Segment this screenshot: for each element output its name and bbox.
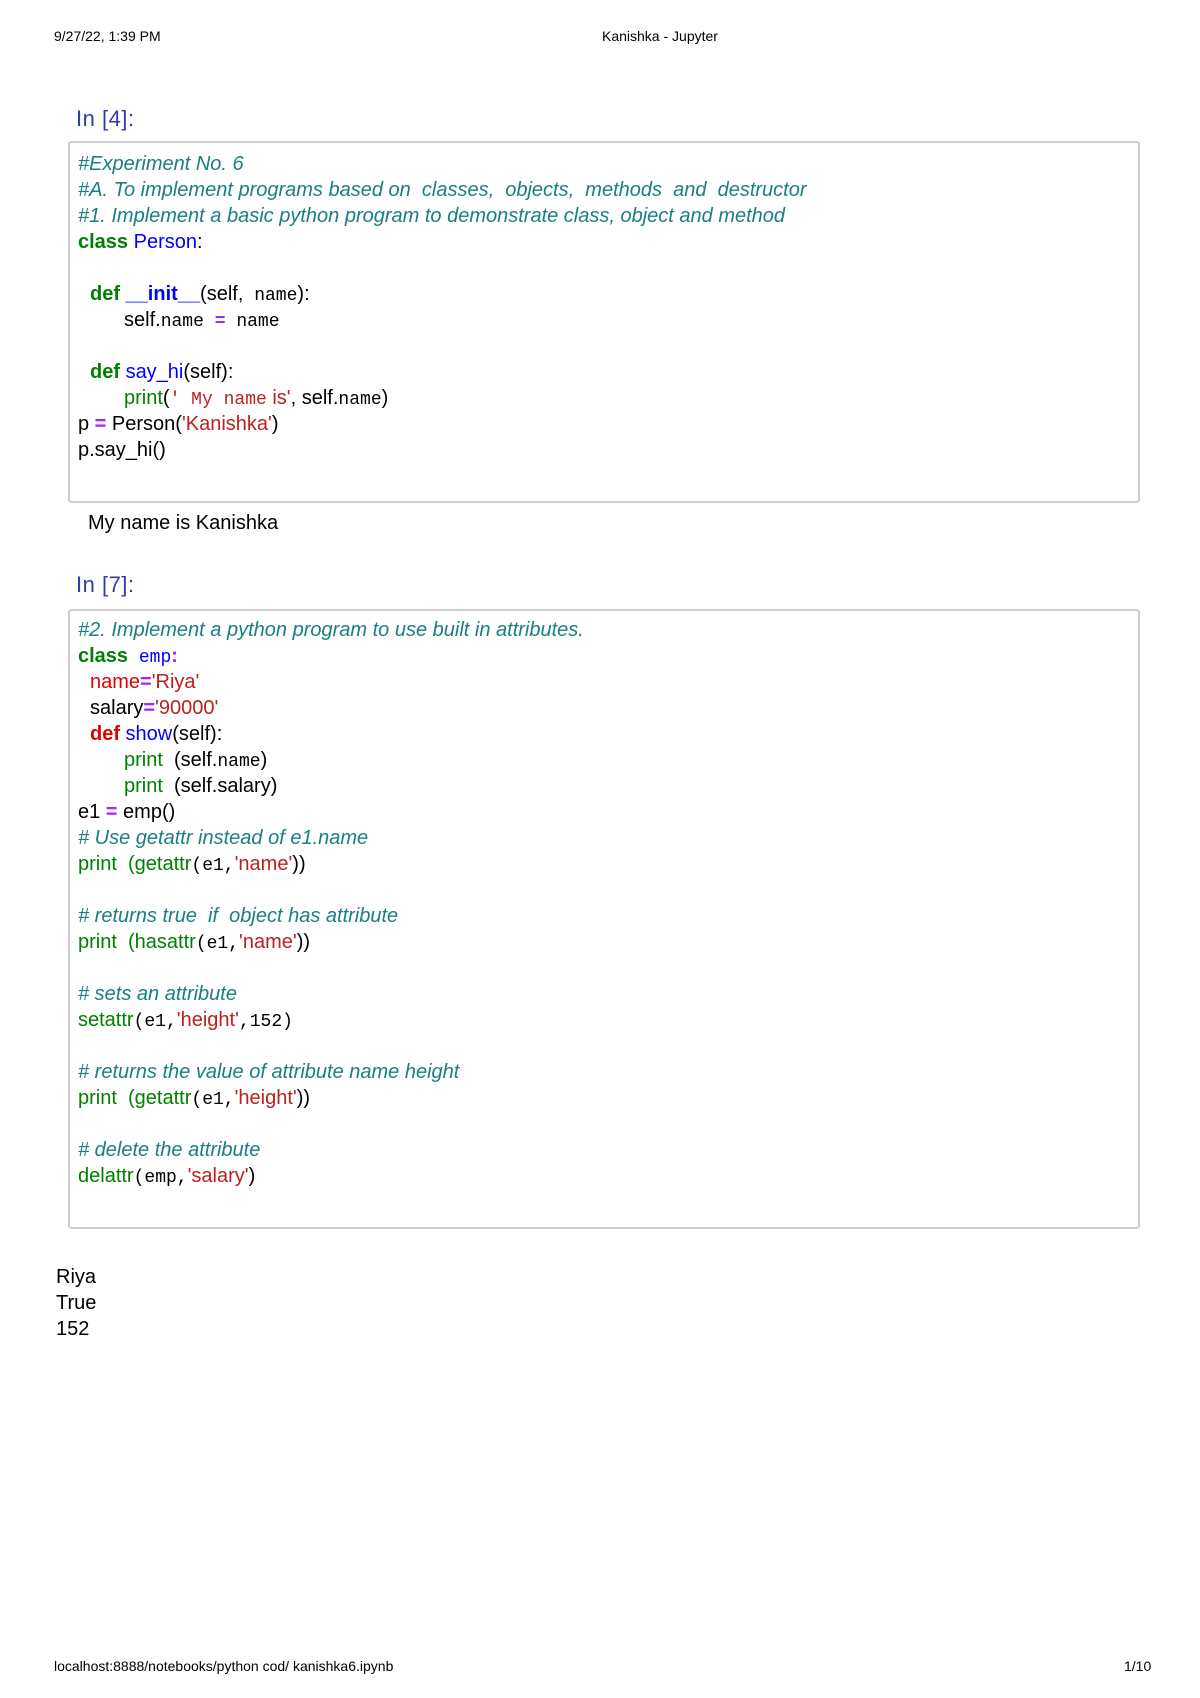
code-token: = — [143, 697, 156, 719]
code-line: # delete the attribute — [78, 1139, 261, 1161]
code-token: setattr — [78, 1009, 134, 1031]
code-token: = — [140, 671, 152, 693]
code-line — [124, 307, 280, 333]
code-token: : — [171, 645, 178, 667]
code-line — [78, 929, 310, 955]
code-token: print — [78, 853, 117, 875]
code-token: )) — [292, 853, 306, 875]
code-line — [90, 721, 222, 747]
code-line — [124, 385, 388, 411]
code-line: #A. To implement programs based on classes, objects, methods and destructor — [78, 179, 807, 201]
cell-2-output-line: Riya — [56, 1266, 97, 1288]
code-token: 'height' — [234, 1087, 297, 1109]
code-line — [90, 281, 310, 307]
code-line — [90, 669, 199, 695]
code-line — [78, 1163, 255, 1189]
code-token: emp() — [123, 801, 176, 823]
cell-2-output-line: 152 — [56, 1318, 90, 1340]
code-token: emp — [128, 648, 172, 668]
cell-1-output: My name is Kanishka — [88, 512, 279, 534]
code-token: 'name' — [234, 853, 293, 875]
code-token: name — [338, 390, 382, 410]
cell-2-prompt: In [7]: — [76, 572, 135, 597]
code-line — [78, 851, 306, 877]
code-token: (e1, — [191, 1090, 235, 1110]
code-token: '90000' — [155, 697, 219, 719]
code-token: class — [78, 645, 129, 667]
code-token: 'Kanishka' — [181, 413, 272, 435]
code-token: ) — [248, 1165, 256, 1187]
code-token: name — [243, 286, 298, 306]
footer-page-number: 1/10 — [1124, 1658, 1152, 1674]
code-line — [78, 1085, 310, 1111]
print-datetime: 9/27/22, 1:39 PM — [54, 28, 161, 44]
code-token: (e1, — [191, 856, 235, 876]
page-title: Kanishka - Jupyter — [602, 28, 718, 44]
code-token: print — [124, 387, 163, 409]
code-token: ) — [271, 413, 279, 435]
code-token: : — [197, 231, 203, 253]
code-line: # Use getattr instead of e1.name — [78, 827, 369, 849]
code-token: (e1, — [195, 934, 240, 954]
code-token: ( — [162, 387, 170, 409]
code-token: print — [124, 749, 163, 771]
code-token: ' My name — [169, 390, 267, 410]
code-token: , self. — [290, 387, 339, 409]
code-token: = — [89, 413, 112, 435]
cell-1-code-input[interactable] — [68, 141, 1140, 503]
code-token: ) — [381, 387, 389, 409]
code-token: def — [90, 283, 120, 305]
code-token: name — [90, 671, 141, 693]
code-line — [124, 773, 277, 799]
code-token: 'name' — [239, 931, 297, 953]
code-token: self. — [124, 309, 161, 331]
code-token: )) — [296, 931, 311, 953]
code-token: (self): — [172, 723, 223, 745]
code-token: name — [217, 752, 261, 772]
cell-2-output-line: True — [56, 1292, 97, 1314]
code-token: )) — [296, 1087, 311, 1109]
code-line: p.say_hi() — [78, 439, 166, 461]
code-token: (self. — [162, 749, 218, 771]
code-line: # returns the value of attribute name height — [78, 1061, 460, 1083]
code-token: ) — [260, 749, 268, 771]
code-token: 'salary' — [187, 1165, 249, 1187]
code-token: print — [78, 1087, 117, 1109]
code-line: #1. Implement a basic python program to demonstrate class, object and method — [78, 205, 786, 227]
code-token: def — [90, 361, 120, 383]
code-token: name — [236, 312, 280, 332]
code-line — [124, 747, 267, 773]
code-token: def — [90, 723, 120, 745]
code-line: # returns true if object has attribute — [78, 905, 399, 927]
code-line — [78, 1007, 293, 1033]
code-line — [78, 229, 203, 255]
code-token: (self): — [183, 361, 234, 383]
code-token: print — [78, 931, 117, 953]
code-line — [78, 799, 175, 825]
code-token: Person — [133, 231, 197, 253]
code-token: (hasattr — [116, 931, 196, 953]
code-token: name — [160, 312, 204, 332]
code-token: 'Riya' — [151, 671, 200, 693]
code-line: #2. Implement a python program to use built in attributes. — [78, 619, 584, 641]
code-token: salary — [90, 697, 144, 719]
code-token: say_hi — [125, 361, 184, 383]
code-line — [90, 695, 218, 721]
code-token: show — [120, 723, 173, 745]
code-token: __init__ — [125, 283, 201, 305]
code-token: p — [78, 413, 90, 435]
code-token: (e1, — [133, 1012, 177, 1032]
code-token: ' — [286, 387, 291, 409]
code-token: class — [78, 231, 129, 253]
footer-url: localhost:8888/notebooks/python cod/ kanishka6.ipynb — [54, 1658, 394, 1674]
code-line: # sets an attribute — [78, 983, 237, 1005]
code-token: is — [266, 387, 287, 409]
code-token: ): — [297, 283, 310, 305]
code-token: ,152) — [238, 1012, 293, 1032]
code-token: = — [203, 312, 237, 332]
cell-2-code-input[interactable] — [68, 609, 1140, 1229]
code-token: 'height' — [176, 1009, 239, 1031]
code-token: (getattr — [116, 1087, 192, 1109]
code-token: print — [124, 775, 163, 797]
code-line — [78, 411, 279, 437]
code-token: e1 — [78, 801, 101, 823]
code-token: (self, — [200, 283, 244, 305]
code-token: delattr — [78, 1165, 134, 1187]
code-token: (getattr — [116, 853, 192, 875]
code-token: Person( — [111, 413, 182, 435]
code-line: #Experiment No. 6 — [78, 153, 244, 175]
code-line — [90, 359, 233, 385]
cell-1-prompt: In [4]: — [76, 106, 135, 131]
code-token: = — [100, 801, 124, 823]
code-line — [78, 643, 178, 669]
code-token: (emp, — [133, 1168, 188, 1188]
code-token: (self.salary) — [162, 775, 278, 797]
